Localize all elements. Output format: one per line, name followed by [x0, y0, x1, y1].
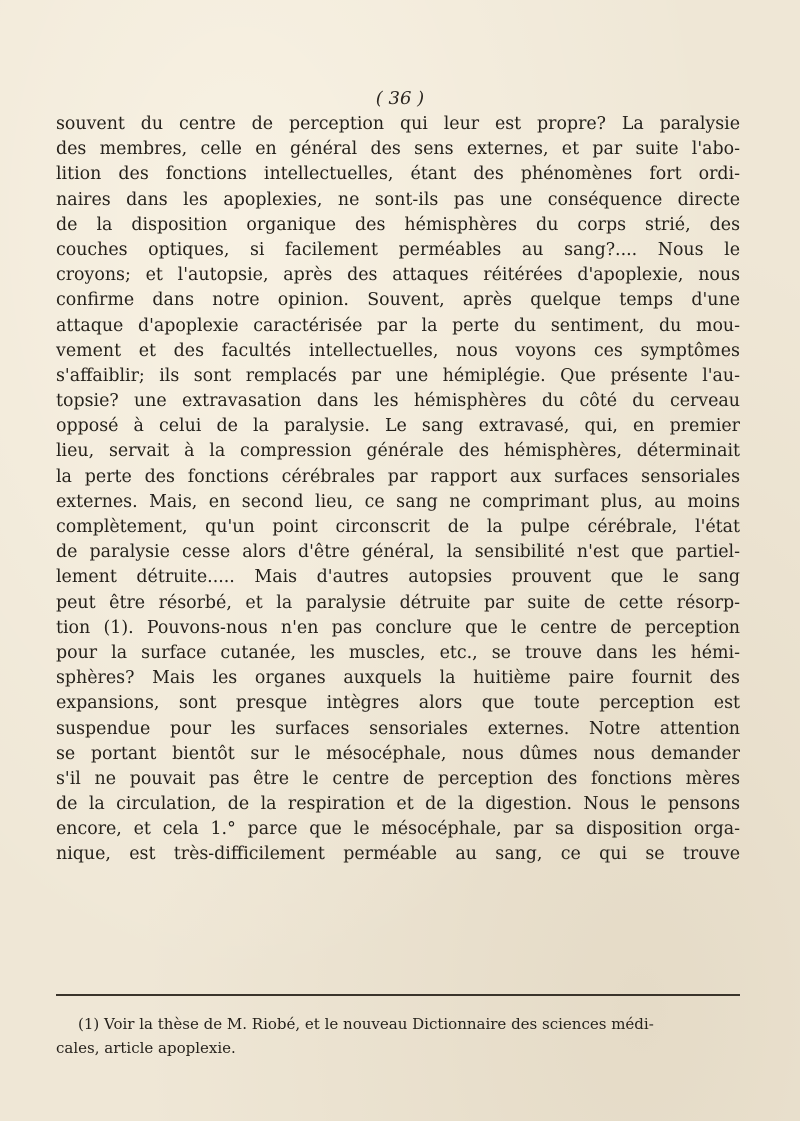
footnote: [56, 1012, 740, 1060]
text-line: lition des fonctions intellectuelles, étant des phénomènes fort ordi-: [56, 164, 740, 185]
text-line: tion (1). Pouvons-nous n'en pas conclure que le centre de perception: [56, 617, 740, 638]
text-line: se portant bientôt sur le mésocéphale, nous dûmes nous demander: [56, 743, 740, 764]
text-line: lement détruite..... Mais d'autres autopsies prouvent que le sang: [56, 567, 740, 588]
footnote-line: cales, article apoplexie.: [56, 1039, 236, 1057]
text-line: nique, est très-difficilement perméable au sang, ce qui se trouve: [56, 844, 740, 865]
text-line: complètement, qu'un point circonscrit de la pulpe cérébrale, l'état: [56, 517, 740, 537]
text-line: sphères? Mais les organes auxquels la huitième paire fournit des: [56, 668, 740, 689]
text-line: confirme dans notre opinion. Souvent, après quelque temps d'une: [56, 290, 740, 311]
text-line: croyons; et l'autopsie, après des attaques réitérées d'apoplexie, nous: [56, 265, 740, 286]
body-text: [56, 112, 740, 868]
text-line: s'il ne pouvait pas être le centre de perception des fonctions mères: [56, 768, 740, 789]
text-line: de la disposition organique des hémisphères du corps strié, des: [56, 214, 740, 235]
text-line: vement et des facultés intellectuelles, nous voyons ces symptômes: [56, 340, 740, 361]
text-line: encore, et cela 1.° parce que le mésocéphale, par sa disposition orga-: [56, 819, 740, 840]
text-line: expansions, sont presque intègres alors que toute perception est: [56, 693, 740, 714]
text-line: attaque d'apoplexie caractérisée par la perte du sentiment, du mou-: [56, 315, 740, 336]
text-line: lieu, servait à la compression générale des hémisphères, déterminait: [56, 441, 740, 462]
footnote-line: (1) Voir la thèse de M. Riobé, et le nouveau Dictionnaire des sciences médi-: [78, 1015, 654, 1033]
text-line: externes. Mais, en second lieu, ce sang ne comprimant plus, au moins: [56, 491, 740, 512]
text-line: des membres, celle en général des sens externes, et par suite l'abo-: [56, 139, 740, 160]
text-line: de la circulation, de la respiration et de la digestion. Nous le pensons: [56, 794, 740, 815]
text-line: naires dans les apoplexies, ne sont-ils pas une conséquence directe: [56, 189, 740, 210]
text-line: suspendue pour les surfaces sensoriales externes. Notre attention: [56, 718, 740, 739]
footnote-divider: [56, 994, 740, 996]
text-line: couches optiques, si facilement perméables au sang?.... Nous le: [56, 239, 740, 260]
text-line: s'affaiblir; ils sont remplacés par une hémiplégie. Que présente l'au-: [56, 365, 740, 386]
text-line: peut être résorbé, et la paralysie détruite par suite de cette résorp-: [56, 592, 740, 613]
text-line: topsie? une extravasation dans les hémisphères du côté du cerveau: [56, 391, 740, 412]
text-line: pour la surface cutanée, les muscles, etc., se trouve dans les hémi-: [56, 642, 740, 663]
text-line: opposé à celui de la paralysie. Le sang extravasé, qui, en premier: [56, 416, 740, 437]
text-line: souvent du centre de perception qui leur est propre? La paralysie: [56, 114, 740, 134]
text-line: de paralysie cesse alors d'être général, la sensibilité n'est que partiel-: [56, 542, 740, 563]
text-line: la perte des fonctions cérébrales par rapport aux surfaces sensoriales: [56, 466, 740, 487]
page-number: ( 36 ): [375, 88, 425, 109]
